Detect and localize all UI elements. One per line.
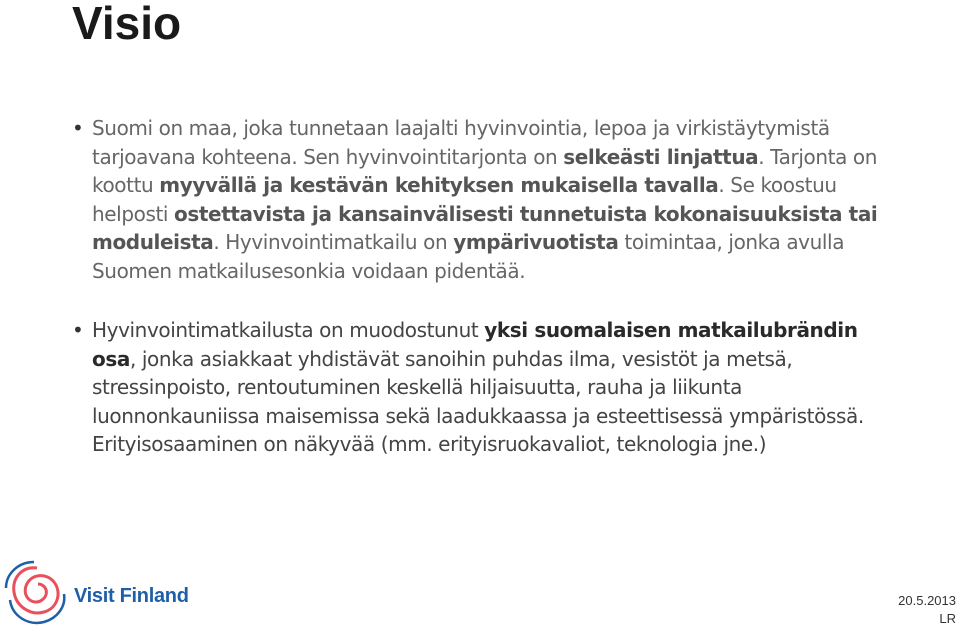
bullet-1-segment: . Tarjonta on koottu [92, 144, 878, 198]
bullet-1-segment: ympärivuotista [453, 230, 619, 255]
bullet-1-segment: myyvällä ja kestävän kehityksen mukaisella tavalla [159, 173, 719, 198]
bullet-1-segment: . Se koostuu helposti [92, 173, 837, 226]
visit-finland-swirl-logo-icon [2, 560, 72, 629]
bullet-2-segment: , jonka asiakkaat yhdistävät sanoihin puhdas ilma, vesistöt ja metsä, stressinpoisto, rentoutuminen keskellä hiljaisuutta, rauha ja liikunta luonnonkauniissa maisemissa sekä laadukkaassa ja esteettisessä ympäristössä. Erityisosaaminen on näkyvää (mm. erityisruokavaliot, teknologia jne.) [92, 346, 864, 457]
bullet-2-segment: yksi suomalaisen matkailubrändin osa [92, 318, 858, 371]
footer-date: 20.5.2013 [898, 593, 956, 608]
footer-initials: LR [939, 611, 956, 626]
slide-title: Visio [72, 0, 182, 49]
bullet-item-1 [92, 114, 882, 286]
bullet-1-segment: Suomi on maa, joka tunnetaan laajalti hyvinvointia, lepoa ja virkistäytymistä tarjoavana kohteena. Sen hyvinvointitarjonta on [92, 116, 830, 169]
bullet-1-segment: toimintaa, jonka avulla Suomen matkailusesonkia voidaan pidentää. [92, 230, 845, 283]
slide-footer [898, 592, 956, 628]
bullet-1-segment: . Hyvinvointimatkailu on [213, 230, 454, 255]
bullet-2-segment: Hyvinvointimatkailusta on muodostunut [92, 318, 485, 342]
visit-finland-wordmark: Visit Finland [74, 585, 189, 607]
bullet-item-2 [92, 316, 882, 459]
bullet-1-segment: selkeästi linjattua [563, 144, 759, 169]
bullet-1-segment: ostettavista ja kansainvälisesti tunnetuista kokonaisuuksista tai moduleista [92, 201, 878, 255]
